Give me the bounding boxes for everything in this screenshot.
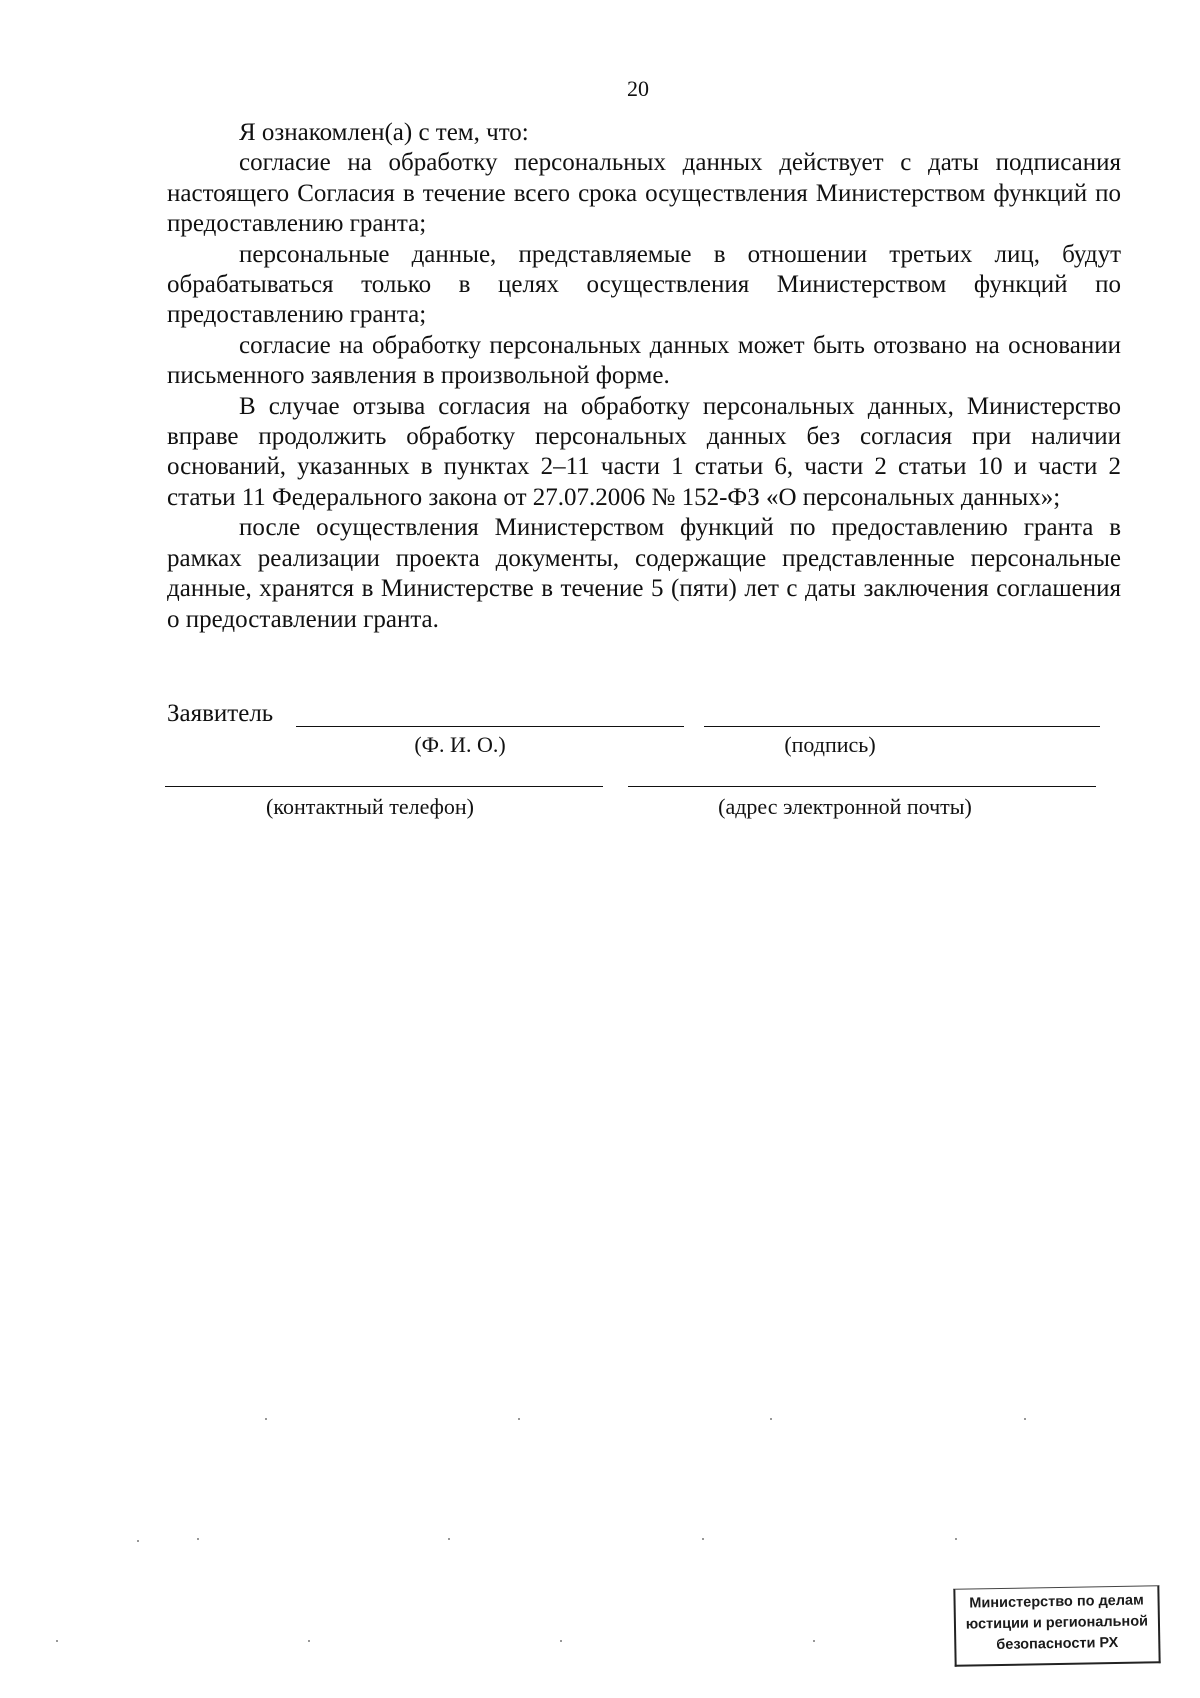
stamp-line-3: безопасности РХ [996,1634,1119,1654]
scan-artifact-dot [560,1640,562,1642]
stamp-line-2: юстиции и региональной [965,1613,1149,1633]
scan-artifact-dot [770,1418,772,1420]
scan-artifact-dot [308,1640,310,1642]
fio-caption: (Ф. И. О.) [414,732,506,757]
scan-artifact-dot [56,1640,58,1642]
signature-caption: (подпись) [784,732,876,757]
fio-line [296,726,684,727]
scan-artifact-dot [137,1540,139,1542]
scan-artifact-dot [518,1418,520,1420]
consent-validity-paragraph: согласие на обработку персональных данных действует с даты подписания настоящего Согласия в течение всего срока осуществления Министерством функций по предоставлению гранта; [167,149,1121,238]
email-caption: (адрес электронной почты) [718,794,972,819]
scan-artifact-dot [1024,1418,1026,1420]
scan-artifact-dot [448,1538,450,1540]
applicant-label: Заявитель [167,700,274,727]
phone-line [165,786,603,787]
scan-artifact-dot [813,1640,815,1642]
consent-body [167,118,1121,635]
email-line [628,786,1096,787]
scan-artifact-dot [265,1418,267,1420]
stamp-line-1: Министерство по делам [969,1592,1144,1612]
scan-artifact-dot [955,1538,957,1540]
phone-caption: (контактный телефон) [266,794,474,819]
revocation-consequences-paragraph: В случае отзыва согласия на обработку персональных данных, Министерство вправе продолжить обработку персональных данных без согласия при наличии оснований, указанных в пунктах 2–11 части 1 статьи 6, части 2 статьи 10 и части 2 статьи 11 Федерального закона от 27.07.2006 № 152-ФЗ «О персональных данных»; [167,392,1121,511]
third-party-data-paragraph: персональные данные, представляемые в отношении третьих лиц, будут обрабатываться только в целях осуществления Министерством функций по предоставлению гранта; [167,240,1121,329]
intro-paragraph: Я ознакомлен(а) с тем, что: [239,119,529,146]
page-number: 20 [627,76,649,101]
revocation-paragraph: согласие на обработку персональных данных может быть отозвано на основании письменного заявления в произвольной форме. [167,331,1121,390]
scan-artifact-dot [197,1538,199,1540]
ministry-stamp [953,1585,1160,1667]
signature-line [704,726,1100,727]
scan-artifact-dot [702,1538,704,1540]
storage-period-paragraph: после осуществления Министерством функций по предоставлению гранта в рамках реализации проекта документы, содержащие представленные персональные данные, хранятся в Министерстве в течение 5 (пяти) лет с даты заключения соглашения о предоставлении гранта. [167,514,1121,633]
